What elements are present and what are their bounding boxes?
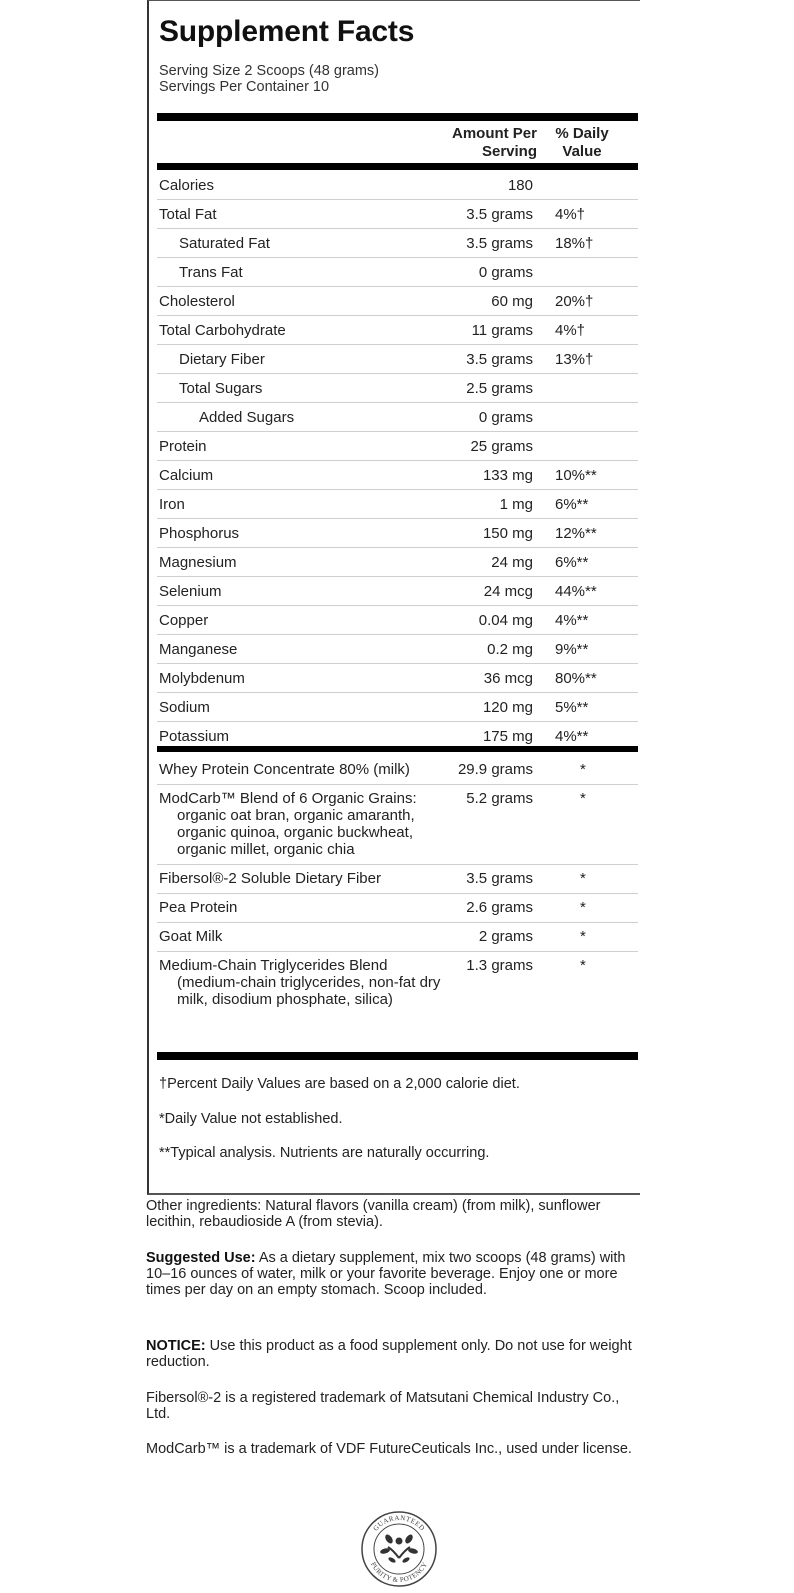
- ingredient-daily-value: *: [580, 790, 586, 807]
- nutrient-daily-value: 5%**: [555, 699, 589, 716]
- nutrient-row: [157, 200, 638, 229]
- nutrient-amount: 0.2 mg: [487, 641, 533, 658]
- nutrient-amount: 150 mg: [482, 525, 533, 542]
- notice: [146, 1338, 646, 1370]
- nutrient-amount: 3.5 grams: [466, 351, 533, 368]
- thick-divider: [157, 163, 638, 170]
- dv-header-line2: Value: [562, 143, 602, 160]
- nutrient-row: [157, 258, 638, 287]
- notice-text: Use this product as a food supplement only. Do not use for weight reduction.: [146, 1338, 632, 1370]
- ingredient-amount: 2.6 grams: [466, 899, 533, 916]
- thick-divider: [157, 1052, 638, 1060]
- nutrient-amount: 0 grams: [478, 264, 533, 281]
- nutrient-row: [157, 519, 638, 548]
- nutrient-daily-value: 4%**: [555, 612, 589, 629]
- ingredient-name: ModCarb™ Blend of 6 Organic Grains:: [159, 790, 417, 807]
- nutrient-name: Protein: [159, 438, 207, 455]
- ingredient-amount: 29.9 grams: [457, 761, 533, 778]
- ingredient-row: [157, 952, 638, 1014]
- nutrient-row: [157, 548, 638, 577]
- svg-text:GUARANTEED: GUARANTEED: [371, 1513, 427, 1533]
- nutrient-daily-value: 80%**: [555, 670, 597, 687]
- ingredient-daily-value: *: [580, 957, 586, 974]
- nutrient-row: [157, 229, 638, 258]
- ingredient-name: Medium-Chain Triglycerides Blend: [159, 957, 388, 974]
- nutrient-row: [157, 287, 638, 316]
- svg-text:PURITY & POTENCY: PURITY & POTENCY: [368, 1560, 430, 1585]
- nutrient-amount: 36 mcg: [483, 670, 533, 687]
- nutrient-row: [157, 664, 638, 693]
- ingredient-daily-value: *: [580, 928, 586, 945]
- nutrient-amount: 0 grams: [478, 409, 533, 426]
- nutrient-daily-value: 6%**: [555, 554, 589, 571]
- ingredient-row: [157, 865, 638, 894]
- fibersol-trademark: Fibersol®-2 is a registered trademark of Matsutani Chemical Industry Co., Ltd.: [146, 1390, 620, 1422]
- nutrient-amount: 2.5 grams: [466, 380, 533, 397]
- nutrient-amount: 1 mg: [499, 496, 533, 513]
- nutrient-name: Total Fat: [159, 206, 217, 223]
- ingredient-name: Fibersol®-2 Soluble Dietary Fiber: [159, 870, 381, 887]
- serving-info: [159, 63, 379, 95]
- amount-header-line2: Serving: [481, 143, 537, 160]
- dv-header-line1: % Daily: [555, 125, 609, 142]
- nutrient-daily-value: 4%**: [555, 728, 589, 745]
- serving-size: Serving Size 2 Scoops (48 grams): [159, 63, 380, 79]
- nutrient-amount: 175 mg: [482, 728, 533, 745]
- nutrient-name: Calcium: [159, 467, 214, 484]
- nutrient-name: Saturated Fat: [179, 235, 270, 252]
- nutrient-daily-value: 20%†: [555, 293, 594, 310]
- nutrient-amount: 180: [507, 177, 533, 194]
- footnote-dagger: †Percent Daily Values are based on a 2,000 calorie diet.: [159, 1076, 520, 1092]
- ingredient-name: Pea Protein: [159, 899, 238, 916]
- thick-divider: [157, 746, 638, 752]
- ingredient-daily-value: *: [580, 870, 586, 887]
- nutrient-amount: 0.04 mg: [478, 612, 533, 629]
- ingredient-daily-value: *: [580, 899, 586, 916]
- nutrient-row: [157, 316, 638, 345]
- leaf-seal-icon: [360, 1510, 438, 1588]
- nutrient-daily-value: 18%†: [555, 235, 594, 252]
- nutrient-amount: 3.5 grams: [466, 235, 533, 252]
- nutrient-row: [157, 693, 638, 722]
- nutrient-row: [157, 490, 638, 519]
- ingredient-table: [157, 756, 638, 1014]
- nutrient-row: [157, 577, 638, 606]
- nutrient-daily-value: 13%†: [555, 351, 594, 368]
- nutrient-name: Manganese: [159, 641, 238, 658]
- daily-value-column-header: [547, 125, 617, 161]
- ingredient-name: Goat Milk: [159, 928, 223, 945]
- ingredient-daily-value: *: [580, 761, 586, 778]
- nutrient-row: [157, 374, 638, 403]
- nutrient-name: Cholesterol: [159, 293, 235, 310]
- nutrient-name: Molybdenum: [159, 670, 245, 687]
- other-ingredients: Other ingredients: Natural flavors (vanilla cream) (from milk), sunflower lecithin, rebaudioside A (from stevia).: [146, 1198, 601, 1230]
- nutrient-name: Sodium: [159, 699, 210, 716]
- nutrient-name: Total Carbohydrate: [159, 322, 286, 339]
- ingredient-subtext: (medium-chain triglycerides, non-fat dry milk, disodium phosphate, silica): [177, 974, 441, 1008]
- nutrient-daily-value: 44%**: [555, 583, 597, 600]
- amount-column-header: [439, 125, 537, 161]
- nutrient-name: Magnesium: [159, 554, 237, 571]
- nutrient-row: [157, 635, 638, 664]
- ingredient-name: Whey Protein Concentrate 80% (milk): [159, 761, 410, 778]
- suggested-use-text: As a dietary supplement, mix two scoops (48 grams) with 10–16 ounces of water, milk or your favorite beverage. Enjoy one or more times per day on an empty stomach. Scoop included.: [146, 1250, 626, 1298]
- nutrient-name: Phosphorus: [159, 525, 240, 542]
- nutrient-name: Potassium: [159, 728, 230, 745]
- notice-label: NOTICE:: [146, 1338, 206, 1354]
- thick-divider: [157, 113, 638, 121]
- nutrient-daily-value: 6%**: [555, 496, 589, 513]
- nutrient-daily-value: 10%**: [555, 467, 597, 484]
- ingredient-amount: 5.2 grams: [466, 790, 533, 807]
- nutrient-row: [157, 432, 638, 461]
- nutrient-daily-value: 9%**: [555, 641, 589, 658]
- nutrient-daily-value: 12%**: [555, 525, 597, 542]
- nutrient-daily-value: 4%†: [555, 206, 586, 223]
- nutrient-name: Added Sugars: [199, 409, 295, 426]
- nutrient-name: Dietary Fiber: [179, 351, 265, 368]
- nutrient-name: Trans Fat: [179, 264, 243, 281]
- ingredient-row: [157, 785, 638, 865]
- nutrient-row: [157, 171, 638, 200]
- nutrient-row: [157, 403, 638, 432]
- nutrient-table: [157, 171, 638, 751]
- nutrient-amount: 60 mg: [491, 293, 533, 310]
- nutrient-row: [157, 606, 638, 635]
- ingredient-row: [157, 923, 638, 952]
- ingredient-subtext: organic oat bran, organic amaranth, organic quinoa, organic buckwheat, organic millet, organic chia: [177, 807, 415, 858]
- nutrient-amount: 120 mg: [482, 699, 533, 716]
- nutrient-name: Copper: [159, 612, 209, 629]
- footnote-star: *Daily Value not established.: [159, 1111, 343, 1127]
- nutrient-amount: 24 mcg: [483, 583, 533, 600]
- ingredient-amount: 2 grams: [478, 928, 533, 945]
- suggested-use-label: Suggested Use:: [146, 1250, 256, 1266]
- nutrient-amount: 25 grams: [470, 438, 533, 455]
- ingredient-amount: 1.3 grams: [466, 957, 533, 974]
- nutrient-name: Total Sugars: [179, 380, 263, 397]
- amount-header-line1: Amount Per: [451, 125, 537, 142]
- nutrient-name: Iron: [159, 496, 185, 513]
- ingredient-amount: 3.5 grams: [466, 870, 533, 887]
- supplement-facts-panel: [147, 0, 640, 1195]
- nutrient-amount: 133 mg: [482, 467, 533, 484]
- nutrient-amount: 11 grams: [471, 322, 533, 339]
- nutrient-amount: 3.5 grams: [466, 206, 533, 223]
- nutrient-name: Calories: [159, 177, 215, 194]
- nutrient-name: Selenium: [159, 583, 222, 600]
- nutrient-row: [157, 345, 638, 374]
- nutrient-daily-value: 4%†: [555, 322, 586, 339]
- footnote-double-star: **Typical analysis. Nutrients are naturally occurring.: [159, 1145, 490, 1161]
- nutrient-amount: 24 mg: [491, 554, 533, 571]
- ingredient-row: [157, 894, 638, 923]
- suggested-use: [146, 1250, 646, 1298]
- modcarb-trademark: ModCarb™ is a trademark of VDF FutureCeuticals Inc., used under license.: [146, 1441, 632, 1457]
- panel-title: Supplement Facts: [159, 15, 415, 48]
- servings-per-container: Servings Per Container 10: [159, 79, 330, 95]
- nutrient-row: [157, 461, 638, 490]
- ingredient-row: [157, 756, 638, 785]
